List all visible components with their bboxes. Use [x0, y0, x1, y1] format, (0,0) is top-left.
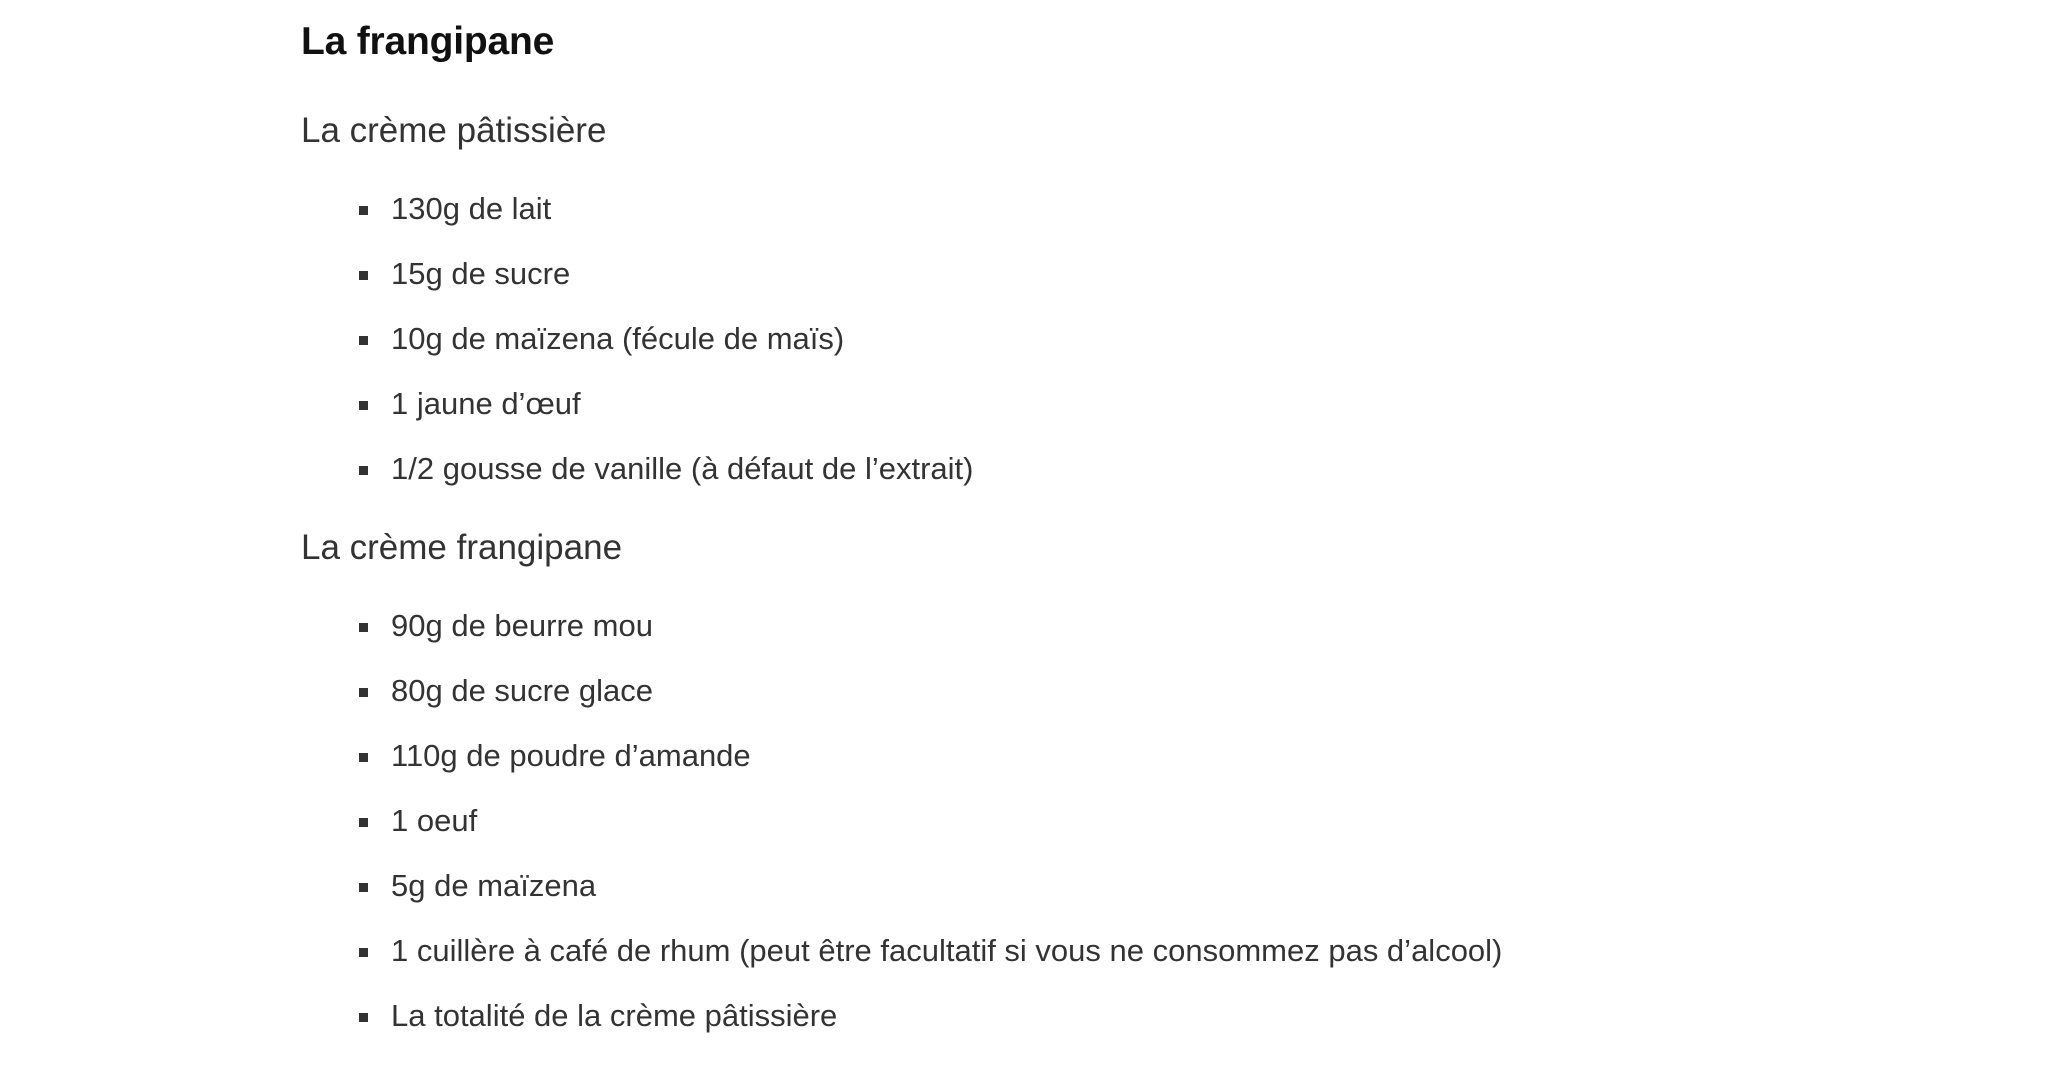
square-bullet-icon [359, 688, 368, 697]
square-bullet-icon [359, 623, 368, 632]
list-item [359, 933, 1751, 969]
square-bullet-icon [359, 753, 368, 762]
ingredient-list-creme-frangipane [301, 608, 1751, 1034]
list-item-text: 110g de poudre d’amande [391, 738, 751, 773]
list-item-text: La totalité de la crème pâtissière [391, 998, 838, 1033]
list-item [359, 998, 1751, 1034]
list-item-text: 1/2 gousse de vanille (à défaut de l’extrait) [391, 451, 974, 486]
subtitle-creme-patissiere: La crème pâtissière [301, 111, 607, 150]
square-bullet-icon [359, 206, 368, 215]
square-bullet-icon [359, 466, 368, 475]
list-item [359, 256, 1751, 292]
list-item [359, 451, 1751, 487]
list-item [359, 738, 1751, 774]
list-item-text: 90g de beurre mou [391, 608, 653, 643]
square-bullet-icon [359, 883, 368, 892]
list-item-text: 1 cuillère à café de rhum (peut être facultatif si vous ne consommez pas d’alcool) [391, 933, 1503, 968]
page-title: La frangipane [301, 20, 555, 63]
square-bullet-icon [359, 401, 368, 410]
square-bullet-icon [359, 336, 368, 345]
square-bullet-icon [359, 818, 368, 827]
list-item [359, 673, 1751, 709]
square-bullet-icon [359, 271, 368, 280]
list-item-text: 1 jaune d’œuf [391, 386, 581, 421]
list-item [359, 868, 1751, 904]
ingredient-list-creme-patissiere [301, 191, 1751, 487]
list-item [359, 608, 1751, 644]
list-item [359, 321, 1751, 357]
list-item [359, 803, 1751, 839]
list-item-text: 1 oeuf [391, 803, 478, 838]
square-bullet-icon [359, 1013, 368, 1022]
list-item-text: 80g de sucre glace [391, 673, 653, 708]
list-item-text: 5g de maïzena [391, 868, 597, 903]
list-item [359, 386, 1751, 422]
subtitle-creme-frangipane: La crème frangipane [301, 528, 623, 567]
list-item-text: 10g de maïzena (fécule de maïs) [391, 321, 845, 356]
article-content [301, 0, 1751, 1034]
list-item-text: 130g de lait [391, 191, 552, 226]
list-item [359, 191, 1751, 227]
square-bullet-icon [359, 948, 368, 957]
list-item-text: 15g de sucre [391, 256, 571, 291]
